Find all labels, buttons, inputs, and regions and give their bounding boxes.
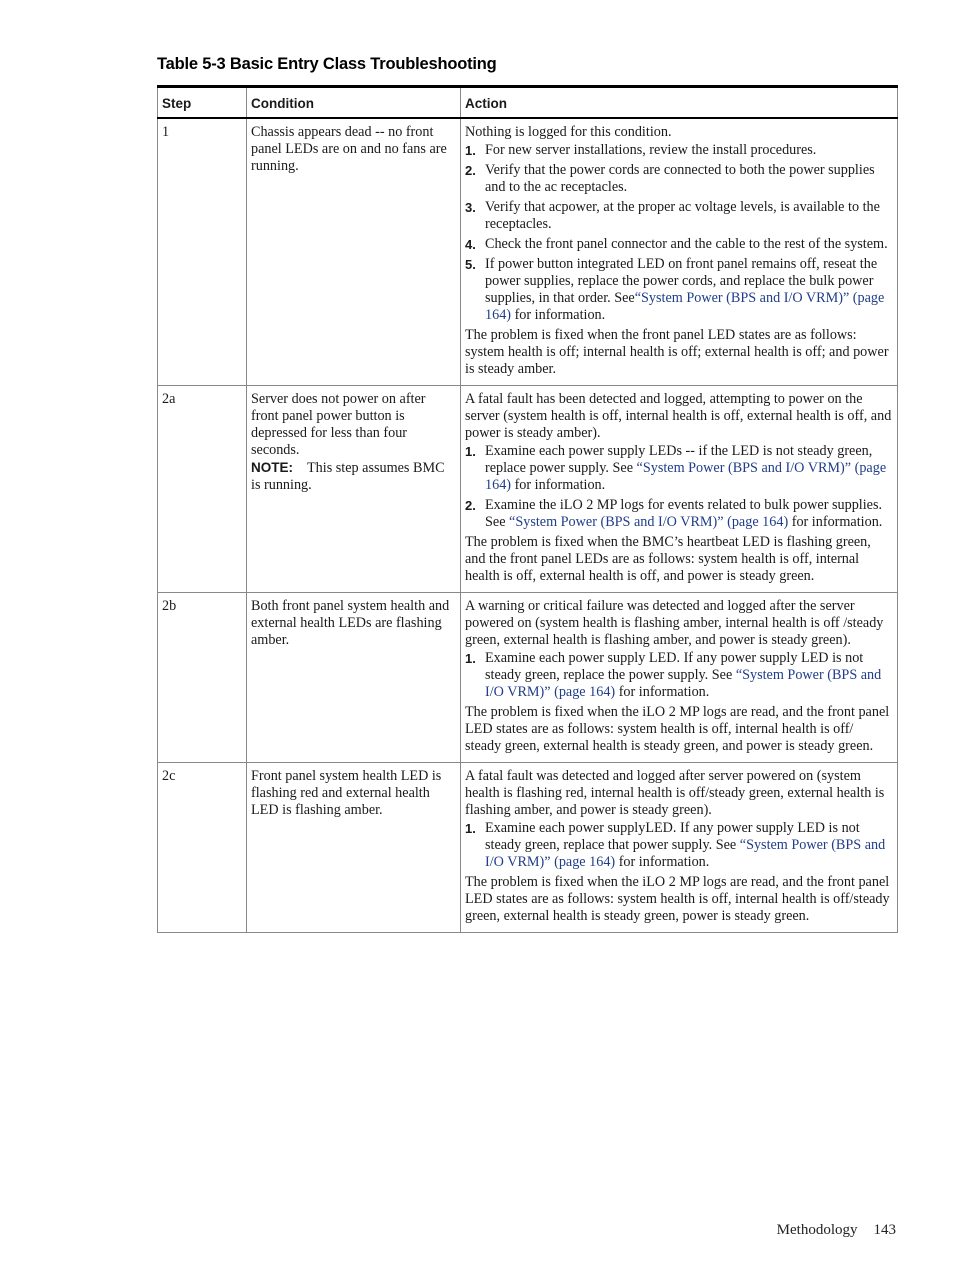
action-cell	[461, 118, 898, 386]
condition-cell: Chassis appears dead -- no front panel LEDs are on and no fans are running.	[247, 118, 461, 386]
action-intro: Nothing is logged for this condition.	[465, 124, 672, 140]
condition-cell: Both front panel system health and external health LEDs are flashing amber.	[247, 593, 461, 763]
step-cell: 1	[158, 118, 247, 386]
action-outro: The problem is fixed when the iLO 2 MP logs are read, and the front panel LED states are as follows: system health is off, internal health is off/ steady green, external health is steady green, and power is steady green.	[465, 704, 890, 754]
action-steps	[465, 650, 893, 701]
action-step: 2. Verify that the power cords are connected to both the power supplies and to the ac receptacles.	[465, 162, 875, 195]
condition-cell	[247, 386, 461, 593]
page-footer	[777, 1222, 896, 1239]
action-intro: A warning or critical failure was detected and logged after the server powered on (system health is flashing amber, internal health is off /steady green, external health is flashing amber, and power is steady green).	[465, 598, 884, 648]
action-intro: A fatal fault has been detected and logged, attempting to power on the server (system health is off, internal health is off, external health is off, and power is steady amber).	[465, 391, 892, 441]
table-row	[158, 386, 898, 593]
action-steps	[465, 820, 893, 871]
action-step: 5. If power button integrated LED on front panel remains off, reseat the power supplies, replace the power cords, and replace the bulk power supplies, in that order. See“System Power (BPS and I/O VRM)” (page 164) for information.	[465, 256, 885, 323]
cross-reference-link[interactable]: “System Power (BPS and I/O VRM)” (page 164)	[485, 290, 885, 323]
action-step: 1. For new server installations, review the install procedures.	[465, 142, 817, 158]
note	[251, 459, 456, 494]
step-cell: 2a	[158, 386, 247, 593]
action-step: 1. Examine each power supply LED. If any power supply LED is not steady green, replace the power supply. See “System Power (BPS and I/O VRM)” (page 164) for information.	[465, 650, 882, 700]
header-action: Action	[461, 87, 898, 119]
action-outro: The problem is fixed when the iLO 2 MP logs are read, and the front panel LED states are as follows: system health is off, internal health is off/steady green, external health is steady green, power is steady green.	[465, 874, 890, 924]
troubleshooting-table	[157, 85, 898, 933]
action-step: 1. Examine each power supply LEDs -- if the LED is not steady green, replace power supply. See “System Power (BPS and I/O VRM)” (page 164) for information.	[465, 443, 887, 493]
cross-reference-link[interactable]: “System Power (BPS and I/O VRM)” (page 164)	[485, 667, 882, 700]
header-step: Step	[158, 87, 247, 119]
action-cell	[461, 593, 898, 763]
cross-reference-link[interactable]: “System Power (BPS and I/O VRM)” (page 164)	[485, 460, 887, 493]
table-caption: Table 5-3 Basic Entry Class Troubleshooting	[157, 55, 497, 73]
condition-text: Server does not power on after front panel power button is depressed for less than four seconds.	[251, 391, 426, 458]
note-text: This step assumes BMC is running.	[251, 460, 445, 493]
action-outro: The problem is fixed when the front panel LED states are as follows: system health is off; internal health is off; external health is off; and power is steady amber.	[465, 327, 889, 377]
step-cell: 2c	[158, 763, 247, 933]
action-cell	[461, 386, 898, 593]
table-header-row	[158, 87, 898, 119]
action-step: 4. Check the front panel connector and the cable to the rest of the system.	[465, 236, 888, 252]
table-row	[158, 593, 898, 763]
action-steps	[465, 443, 893, 531]
action-step: 2. Examine the iLO 2 MP logs for events related to bulk power supplies. See “System Power (BPS and I/O VRM)” (page 164) for information.	[465, 497, 883, 530]
action-step: 3. Verify that acpower, at the proper ac voltage levels, is available to the receptacles.	[465, 199, 880, 232]
action-cell	[461, 763, 898, 933]
cross-reference-link[interactable]: “System Power (BPS and I/O VRM)” (page 164)	[485, 837, 886, 870]
note-label: NOTE:	[251, 460, 293, 475]
action-step: 1. Examine each power supplyLED. If any power supply LED is not steady green, replace that power supply. See “System Power (BPS and I/O VRM)” (page 164) for information.	[465, 820, 886, 870]
step-cell: 2b	[158, 593, 247, 763]
footer-section: Methodology	[776, 1222, 858, 1238]
page-number: 143	[873, 1222, 896, 1238]
cross-reference-link[interactable]: “System Power (BPS and I/O VRM)” (page 164)	[509, 514, 789, 530]
action-intro: A fatal fault was detected and logged after server powered on (system health is flashing red, internal health is off/steady green, external health is flashing amber, and power is steady green).	[465, 768, 885, 818]
table-row	[158, 763, 898, 933]
condition-cell: Front panel system health LED is flashing red and external health LED is flashing amber.	[247, 763, 461, 933]
action-steps	[465, 142, 893, 324]
header-condition: Condition	[247, 87, 461, 119]
action-outro: The problem is fixed when the BMC’s heartbeat LED is flashing green, and the front panel LEDs are as follows: system health is off, internal health is off, external health is off, and power is steady green.	[465, 534, 871, 584]
table-row	[158, 118, 898, 386]
